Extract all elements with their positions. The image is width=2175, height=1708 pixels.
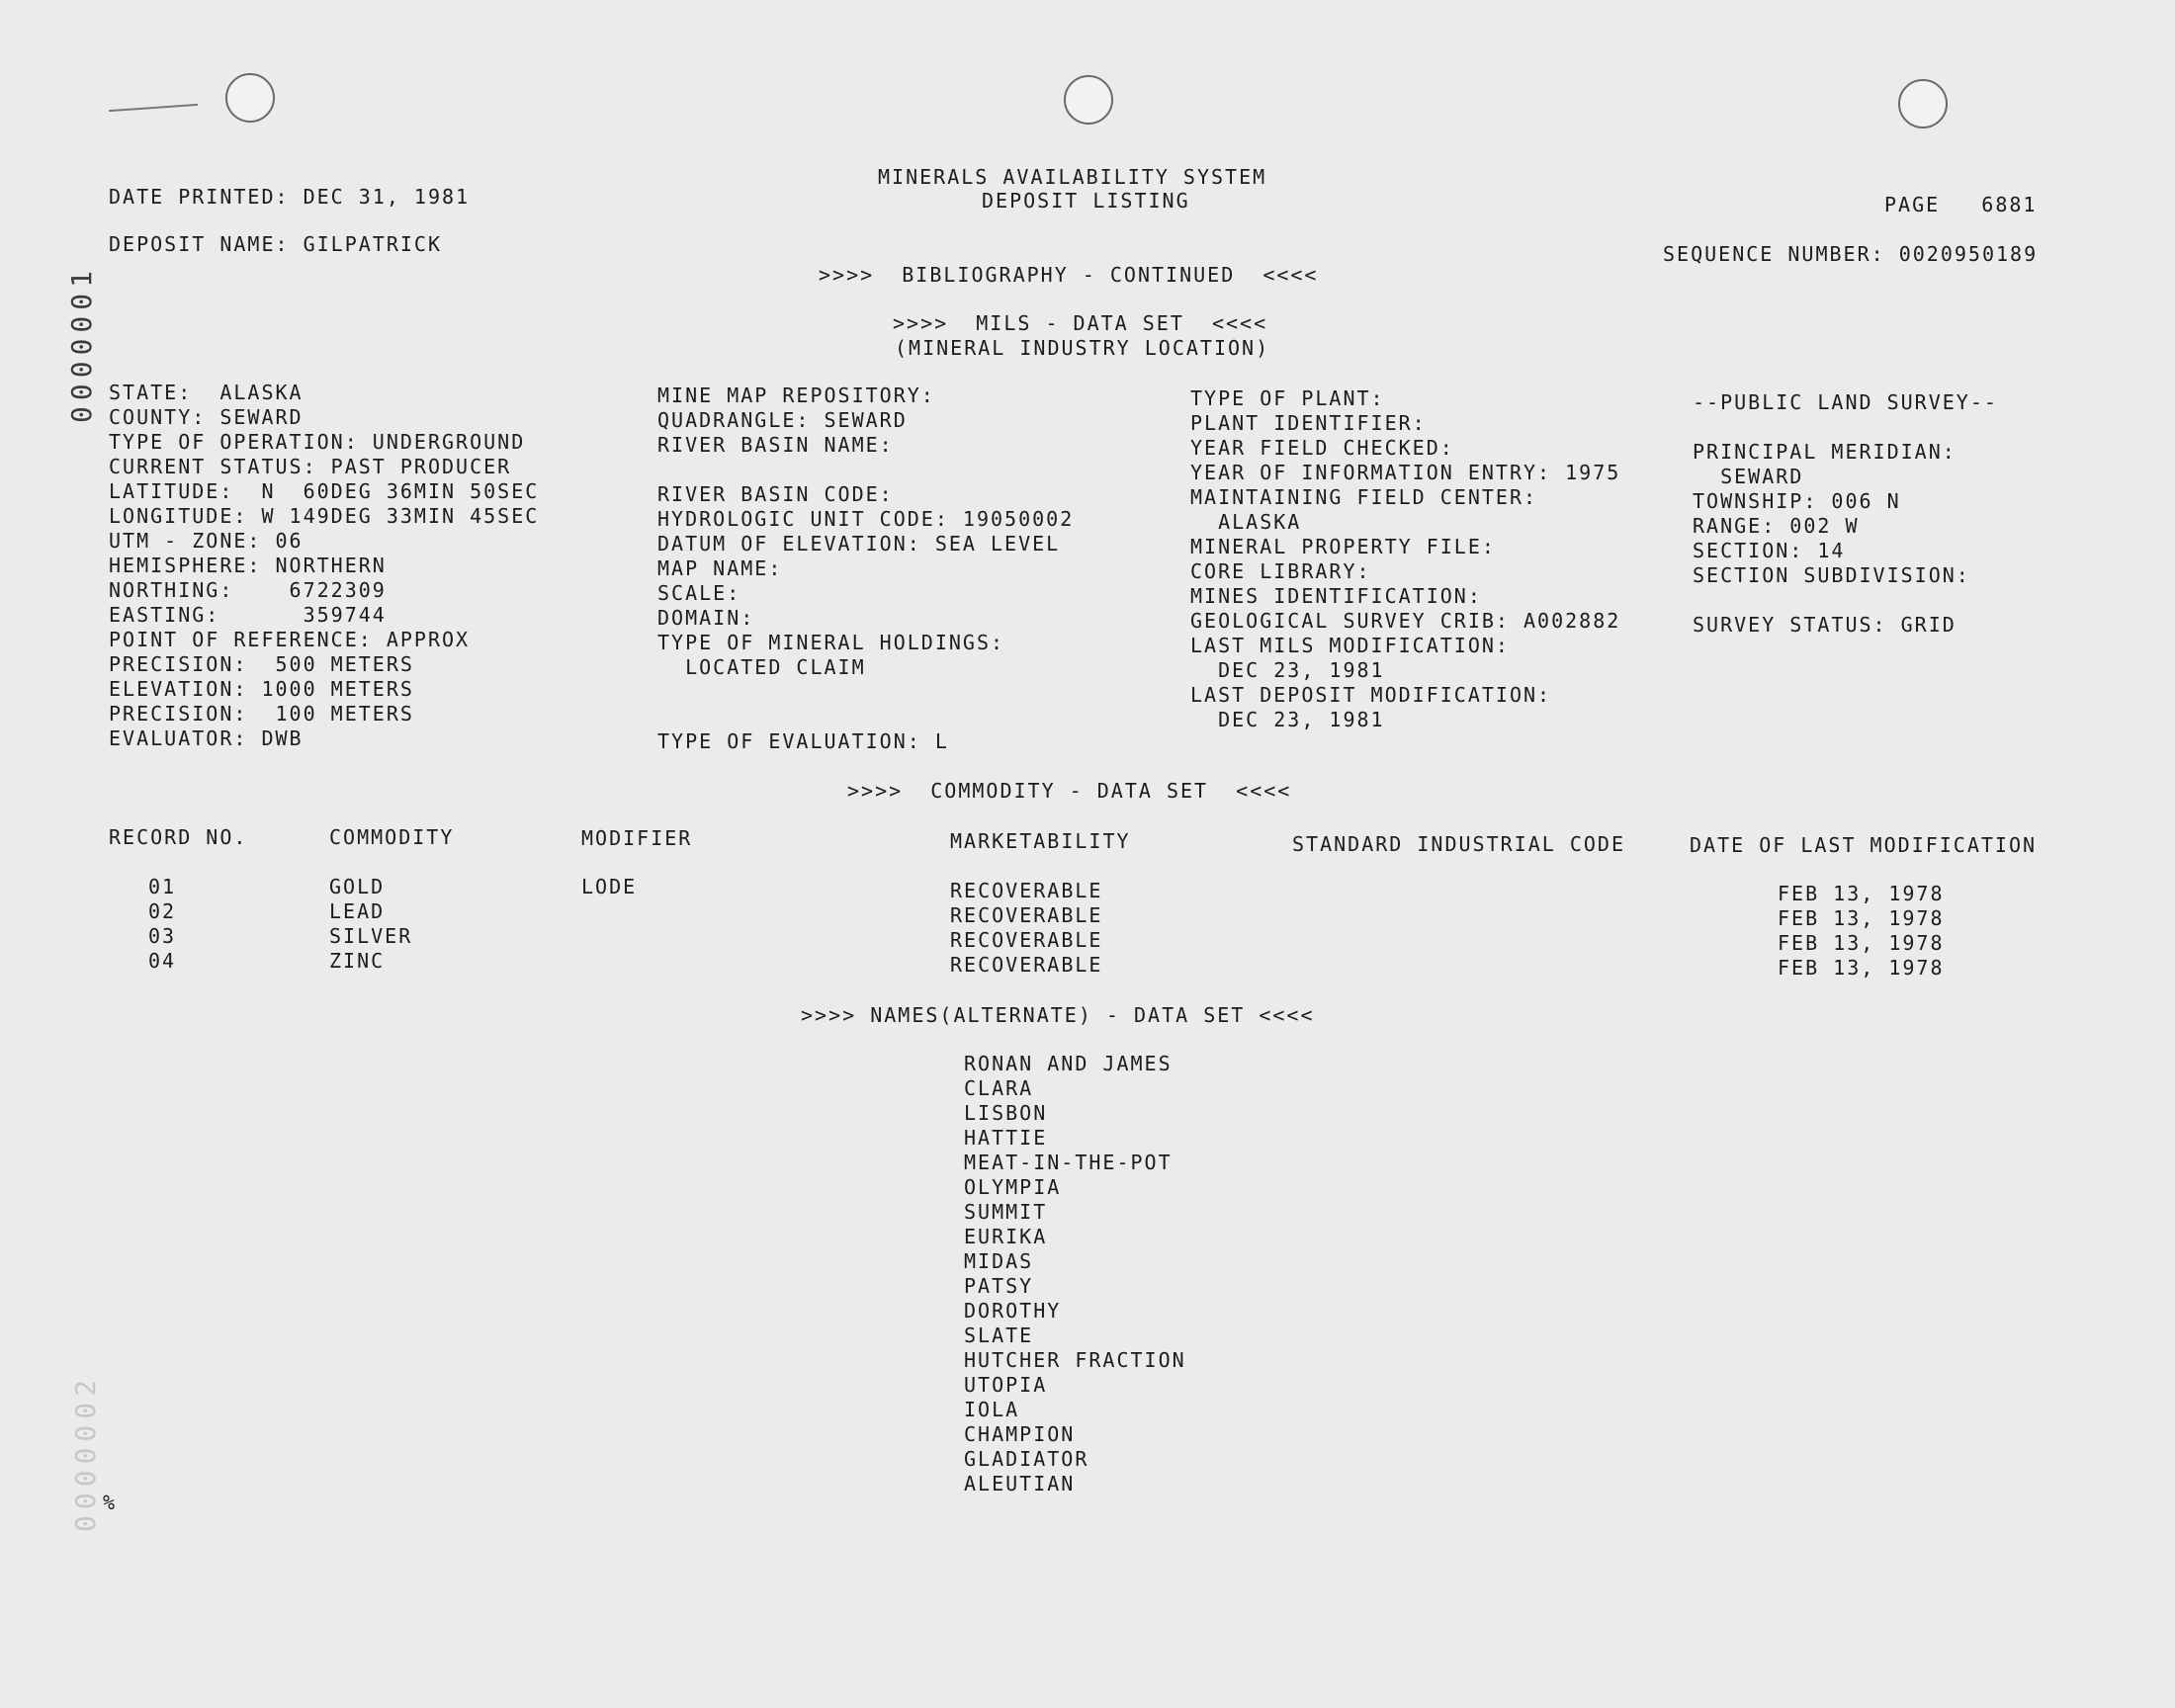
field-line: HYDROLOGIC UNIT CODE: 19050002 [657, 507, 1075, 531]
field-line: MINES IDENTIFICATION: [1190, 584, 1482, 608]
alternate-name: MEAT-IN-THE-POT [964, 1151, 1173, 1174]
plant-column [1190, 386, 1620, 732]
field-line [1693, 415, 1998, 440]
field-line: PRECISION: 500 METERS [109, 652, 414, 676]
alternate-name: EURIKA [964, 1225, 1048, 1248]
alternate-name: SLATE [964, 1324, 1034, 1347]
sequence-number: SEQUENCE NUMBER: 0020950189 [1663, 242, 2039, 266]
field-line [657, 705, 1074, 729]
row-commodity: SILVER [329, 924, 413, 948]
field-line: YEAR OF INFORMATION ENTRY: 1975 [1190, 461, 1621, 484]
field-line: UTM - ZONE: 06 [109, 529, 304, 553]
row-commodity: GOLD [329, 875, 386, 898]
field-line: EVALUATOR: DWB [109, 726, 304, 750]
pencil-mark [109, 104, 198, 112]
row-record-no: 01 [148, 875, 177, 898]
field-line: YEAR FIELD CHECKED: [1190, 436, 1454, 460]
field-line: DATUM OF ELEVATION: SEA LEVEL [657, 532, 1061, 555]
col-header-modifier: MODIFIER [581, 826, 693, 850]
field-line: POINT OF REFERENCE: APPROX [109, 628, 471, 651]
field-line: --PUBLIC LAND SURVEY-- [1693, 390, 1998, 414]
alternate-name: MIDAS [964, 1249, 1034, 1273]
alternate-name: CLARA [964, 1076, 1034, 1100]
row-marketability: RECOVERABLE [950, 928, 1103, 952]
field-line: TOWNSHIP: 006 N [1693, 489, 1901, 513]
col-header-sic: STANDARD INDUSTRIAL CODE [1292, 832, 1625, 856]
field-line: MINE MAP REPOSITORY: [657, 384, 935, 407]
field-line: RIVER BASIN NAME: [657, 433, 894, 457]
map-column [657, 384, 1074, 754]
punch-hole-right [1898, 79, 1948, 128]
col-header-commodity: COMMODITY [329, 825, 455, 849]
alternate-name: UTOPIA [964, 1373, 1048, 1397]
alternate-name: HUTCHER FRACTION [964, 1348, 1186, 1372]
alternate-names-list [964, 1052, 1186, 1496]
field-line: GEOLOGICAL SURVEY CRIB: A002882 [1190, 609, 1621, 633]
field-line: HEMISPHERE: NORTHERN [109, 554, 387, 577]
field-line: SECTION SUBDIVISION: [1693, 563, 1970, 587]
field-line: CORE LIBRARY: [1190, 559, 1371, 583]
col-header-date: DATE OF LAST MODIFICATION [1690, 833, 2038, 857]
row-marketability: RECOVERABLE [950, 879, 1103, 902]
row-date: FEB 13, 1978 [1778, 882, 1945, 905]
row-date: FEB 13, 1978 [1778, 956, 1945, 980]
field-line: SECTION: 14 [1693, 539, 1846, 562]
margin-numbers-faint: 0000002 [69, 1373, 102, 1532]
alternate-name: RONAN AND JAMES [964, 1052, 1173, 1075]
field-line: MAP NAME: [657, 556, 783, 580]
field-line: PLANT IDENTIFIER: [1190, 411, 1427, 435]
row-marketability: RECOVERABLE [950, 953, 1103, 977]
field-line: TYPE OF MINERAL HOLDINGS: [657, 631, 1005, 654]
field-line: EASTING: 359744 [109, 603, 387, 627]
alternate-name: SUMMIT [964, 1200, 1048, 1224]
row-commodity: LEAD [329, 899, 386, 923]
system-title: MINERALS AVAILABILITY SYSTEM [878, 165, 1267, 189]
deposit-name: DEPOSIT NAME: GILPATRICK [109, 232, 442, 256]
alternate-name: DOROTHY [964, 1299, 1062, 1323]
location-column [109, 381, 539, 751]
field-line: SURVEY STATUS: GRID [1693, 613, 1957, 637]
row-modifier: LODE [581, 875, 638, 898]
field-line: ALASKA [1190, 510, 1302, 534]
field-line: RIVER BASIN CODE: [657, 482, 894, 506]
field-line: NORTHING: 6722309 [109, 578, 387, 602]
row-commodity: ZINC [329, 949, 386, 973]
field-line: TYPE OF PLANT: [1190, 386, 1385, 410]
bibliography-heading: >>>> BIBLIOGRAPHY - CONTINUED <<<< [819, 263, 1319, 287]
field-line: DEC 23, 1981 [1190, 658, 1385, 682]
page-number: PAGE 6881 [1884, 193, 2038, 216]
field-line: STATE: ALASKA [109, 381, 304, 404]
field-line: MAINTAINING FIELD CENTER: [1190, 485, 1538, 509]
field-line: TYPE OF EVALUATION: L [657, 729, 949, 753]
col-header-marketability: MARKETABILITY [950, 829, 1131, 853]
row-date: FEB 13, 1978 [1778, 931, 1945, 955]
alternate-name: ALEUTIAN [964, 1472, 1076, 1495]
field-line: LOCATED CLAIM [657, 655, 866, 679]
listing-title: DEPOSIT LISTING [982, 189, 1190, 213]
mils-subtitle: (MINERAL INDUSTRY LOCATION) [895, 336, 1270, 360]
punch-hole-left [225, 73, 275, 123]
row-record-no: 03 [148, 924, 177, 948]
field-line [657, 458, 1074, 482]
names-heading: >>>> NAMES(ALTERNATE) - DATA SET <<<< [801, 1003, 1315, 1027]
row-date: FEB 13, 1978 [1778, 906, 1945, 930]
field-line: CURRENT STATUS: PAST PRODUCER [109, 455, 512, 478]
field-line: PRECISION: 100 METERS [109, 702, 414, 726]
field-line: LONGITUDE: W 149DEG 33MIN 45SEC [109, 504, 540, 528]
land-survey-column [1693, 390, 1998, 638]
field-line: SEWARD [1693, 465, 1804, 488]
field-line: MINERAL PROPERTY FILE: [1190, 535, 1496, 558]
punch-hole-center [1064, 75, 1113, 125]
alternate-name: LISBON [964, 1101, 1048, 1125]
mils-heading: >>>> MILS - DATA SET <<<< [893, 311, 1268, 335]
col-header-record: RECORD NO. [109, 825, 248, 849]
field-line: ELEVATION: 1000 METERS [109, 677, 414, 701]
row-record-no: 02 [148, 899, 177, 923]
alternate-name: PATSY [964, 1274, 1034, 1298]
field-line: PRINCIPAL MERIDIAN: [1693, 440, 1957, 464]
field-line [1693, 588, 1998, 613]
margin-numbers: 0000001 [65, 264, 98, 423]
alternate-name: OLYMPIA [964, 1175, 1062, 1199]
alternate-name: CHAMPION [964, 1422, 1076, 1446]
field-line: LAST MILS MODIFICATION: [1190, 634, 1510, 657]
field-line: COUNTY: SEWARD [109, 405, 304, 429]
alternate-name: GLADIATOR [964, 1447, 1089, 1471]
field-line: LATITUDE: N 60DEG 36MIN 50SEC [109, 479, 540, 503]
commodity-heading: >>>> COMMODITY - DATA SET <<<< [847, 779, 1292, 803]
field-line: TYPE OF OPERATION: UNDERGROUND [109, 430, 526, 454]
footer-mark: % [103, 1491, 118, 1514]
row-marketability: RECOVERABLE [950, 903, 1103, 927]
field-line: SCALE: [657, 581, 741, 605]
field-line: RANGE: 002 W [1693, 514, 1860, 538]
field-line [657, 680, 1074, 705]
alternate-name: HATTIE [964, 1126, 1048, 1150]
field-line: DEC 23, 1981 [1190, 708, 1385, 731]
field-line: DOMAIN: [657, 606, 755, 630]
field-line: QUADRANGLE: SEWARD [657, 408, 908, 432]
field-line: LAST DEPOSIT MODIFICATION: [1190, 683, 1552, 707]
alternate-name: IOLA [964, 1398, 1020, 1421]
row-record-no: 04 [148, 949, 177, 973]
date-printed: DATE PRINTED: DEC 31, 1981 [109, 185, 471, 209]
